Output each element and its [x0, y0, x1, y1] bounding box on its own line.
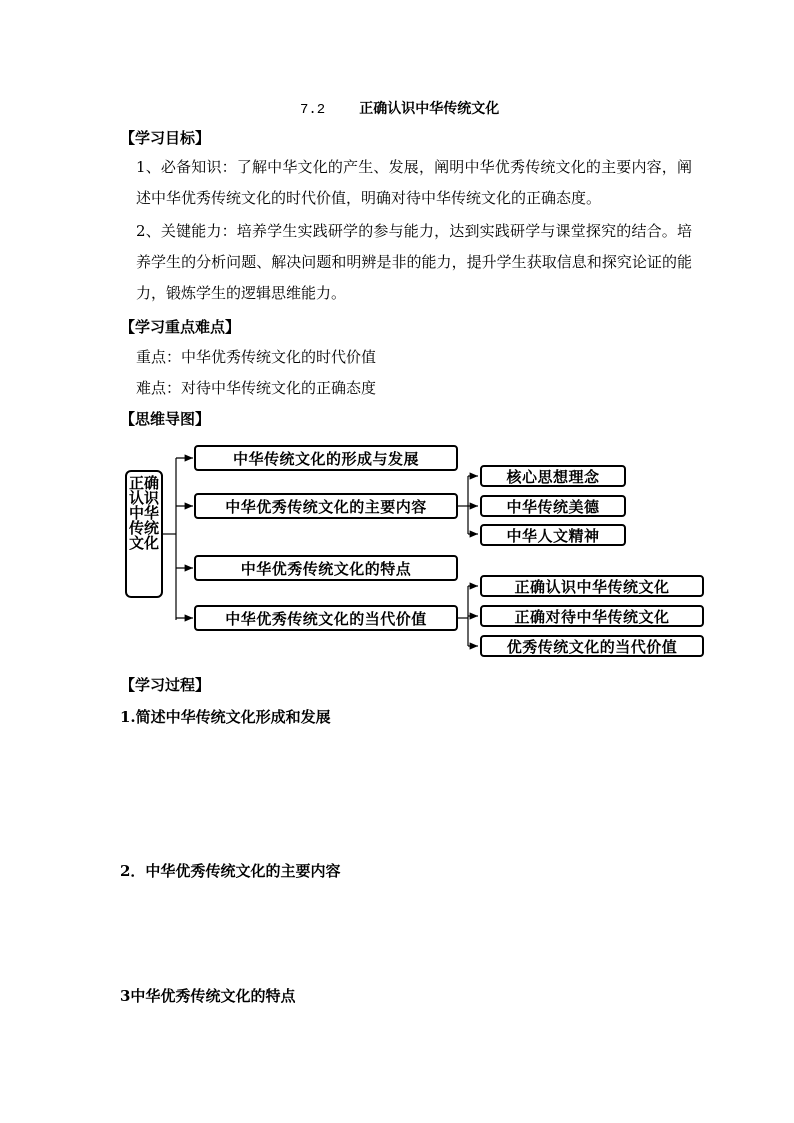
- child-traditional-virtues: 中华传统美德: [480, 495, 626, 517]
- child-correct-understanding: 正确认识中华传统文化: [480, 575, 704, 597]
- question-3: 3中华优秀传统文化的特点: [120, 987, 296, 1005]
- branch-contemporary-value: 中华优秀传统文化的当代价值: [194, 605, 458, 631]
- mindmap-root: 正确认识中华传统文化: [125, 470, 163, 598]
- key-point: 重点：中华优秀传统文化的时代价值: [136, 348, 377, 366]
- child-correct-treatment: 正确对待中华传统文化: [480, 605, 704, 627]
- child-humanistic-spirit: 中华人文精神: [480, 524, 626, 546]
- mindmap-heading: 【思维导图】: [120, 410, 211, 428]
- question-1: 1.简述中华传统文化形成和发展: [120, 708, 331, 726]
- lesson-title: 正确认识中华传统文化: [359, 101, 500, 117]
- child-core-ideas: 核心思想理念: [480, 465, 626, 487]
- page-title: [300, 98, 499, 118]
- branch-characteristics: 中华优秀传统文化的特点: [194, 555, 458, 581]
- branch-formation: 中华传统文化的形成与发展: [194, 445, 458, 471]
- objective-knowledge: 1、必备知识：了解中华文化的产生、发展，阐明中华优秀传统文化的主要内容，阐述中华优秀传统文化的时代价值，明确对待中华传统文化的正确态度。: [136, 158, 692, 207]
- lesson-number: 7.2: [300, 102, 326, 118]
- mind-map: [118, 440, 718, 662]
- child-contemporary-value: 优秀传统文化的当代价值: [480, 635, 704, 657]
- objective-ability: 2、关键能力：培养学生实践研学的参与能力，达到实践研学与课堂探究的结合。培养学生的分析问题、解决问题和明辨是非的能力，提升学生获取信息和探究论证的能力，锻炼学生的逻辑思维能力。: [136, 222, 692, 302]
- branch-main-content: 中华优秀传统文化的主要内容: [194, 493, 458, 519]
- objectives-heading: 【学习目标】: [120, 129, 211, 147]
- key-points-heading: 【学习重点难点】: [120, 318, 241, 336]
- difficult-point: 难点：对待中华传统文化的正确态度: [136, 379, 377, 397]
- process-heading: 【学习过程】: [120, 676, 211, 694]
- question-2: 2．中华优秀传统文化的主要内容: [120, 862, 341, 880]
